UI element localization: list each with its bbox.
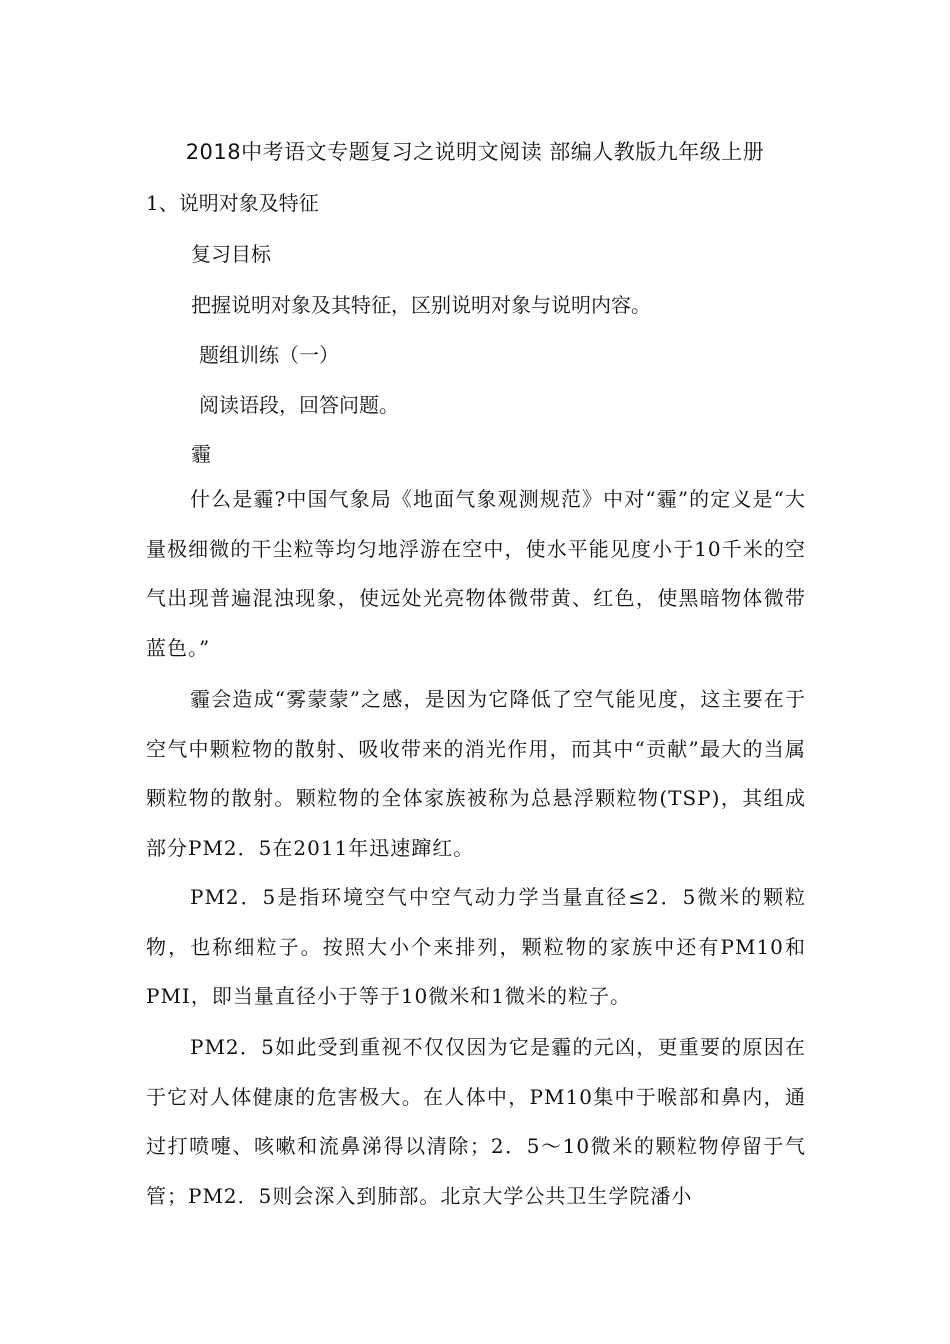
article-paragraph-4: PM2．5如此受到重视不仅仅因为它是霾的元凶，更重要的原因在于它对人体健康的危害极大。在人体中，PM10集中于喉部和鼻内，通过打喷嚏、咳嗽和流鼻涕得以清除；2．5～10微米的颗粒物停留于气管；PM2．5则会深入到肺部。北京大学公共卫生学院潘小 (146, 1035, 806, 1208)
exercise-group-label: 题组训练（一） (199, 343, 339, 367)
reading-instruction: 阅读语段，回答问题。 (199, 393, 399, 417)
article-paragraph-1: 什么是霾?中国气象局《地面气象观测规范》中对“霾”的定义是“大量极细微的干尘粒等均匀地浮游在空中，使水平能见度小于10千米的空气出现普遍混浊现象，使远处光亮物体微带黄、红色，使黑暗物体微带蓝色。” (146, 487, 806, 660)
review-goal-label: 复习目标 (191, 242, 271, 266)
document-title: 2018中考语文专题复习之说明文阅读 部编人教版九年级上册 (185, 140, 765, 164)
article-title: 霾 (191, 442, 211, 466)
review-goal-text: 把握说明对象及其特征，区别说明对象与说明内容。 (191, 293, 651, 317)
article-paragraph-2: 霾会造成“雾蒙蒙”之感，是因为它降低了空气能见度，这主要在于空气中颗粒物的散射、吸收带来的消光作用，而其中“贡献”最大的当属颗粒物的散射。颗粒物的全体家族被称为总悬浮颗粒物(TSP)，其组成部分PM2．5在2011年迅速蹿红。 (146, 687, 806, 860)
section-heading: 1、说明对象及特征 (146, 191, 319, 215)
article-paragraph-3: PM2．5是指环境空气中空气动力学当量直径≤2．5微米的颗粒物，也称细粒子。按照大小个来排列，颗粒物的家族中还有PM10和PMI，即当量直径小于等于10微米和1微米的粒子。 (146, 885, 806, 1008)
